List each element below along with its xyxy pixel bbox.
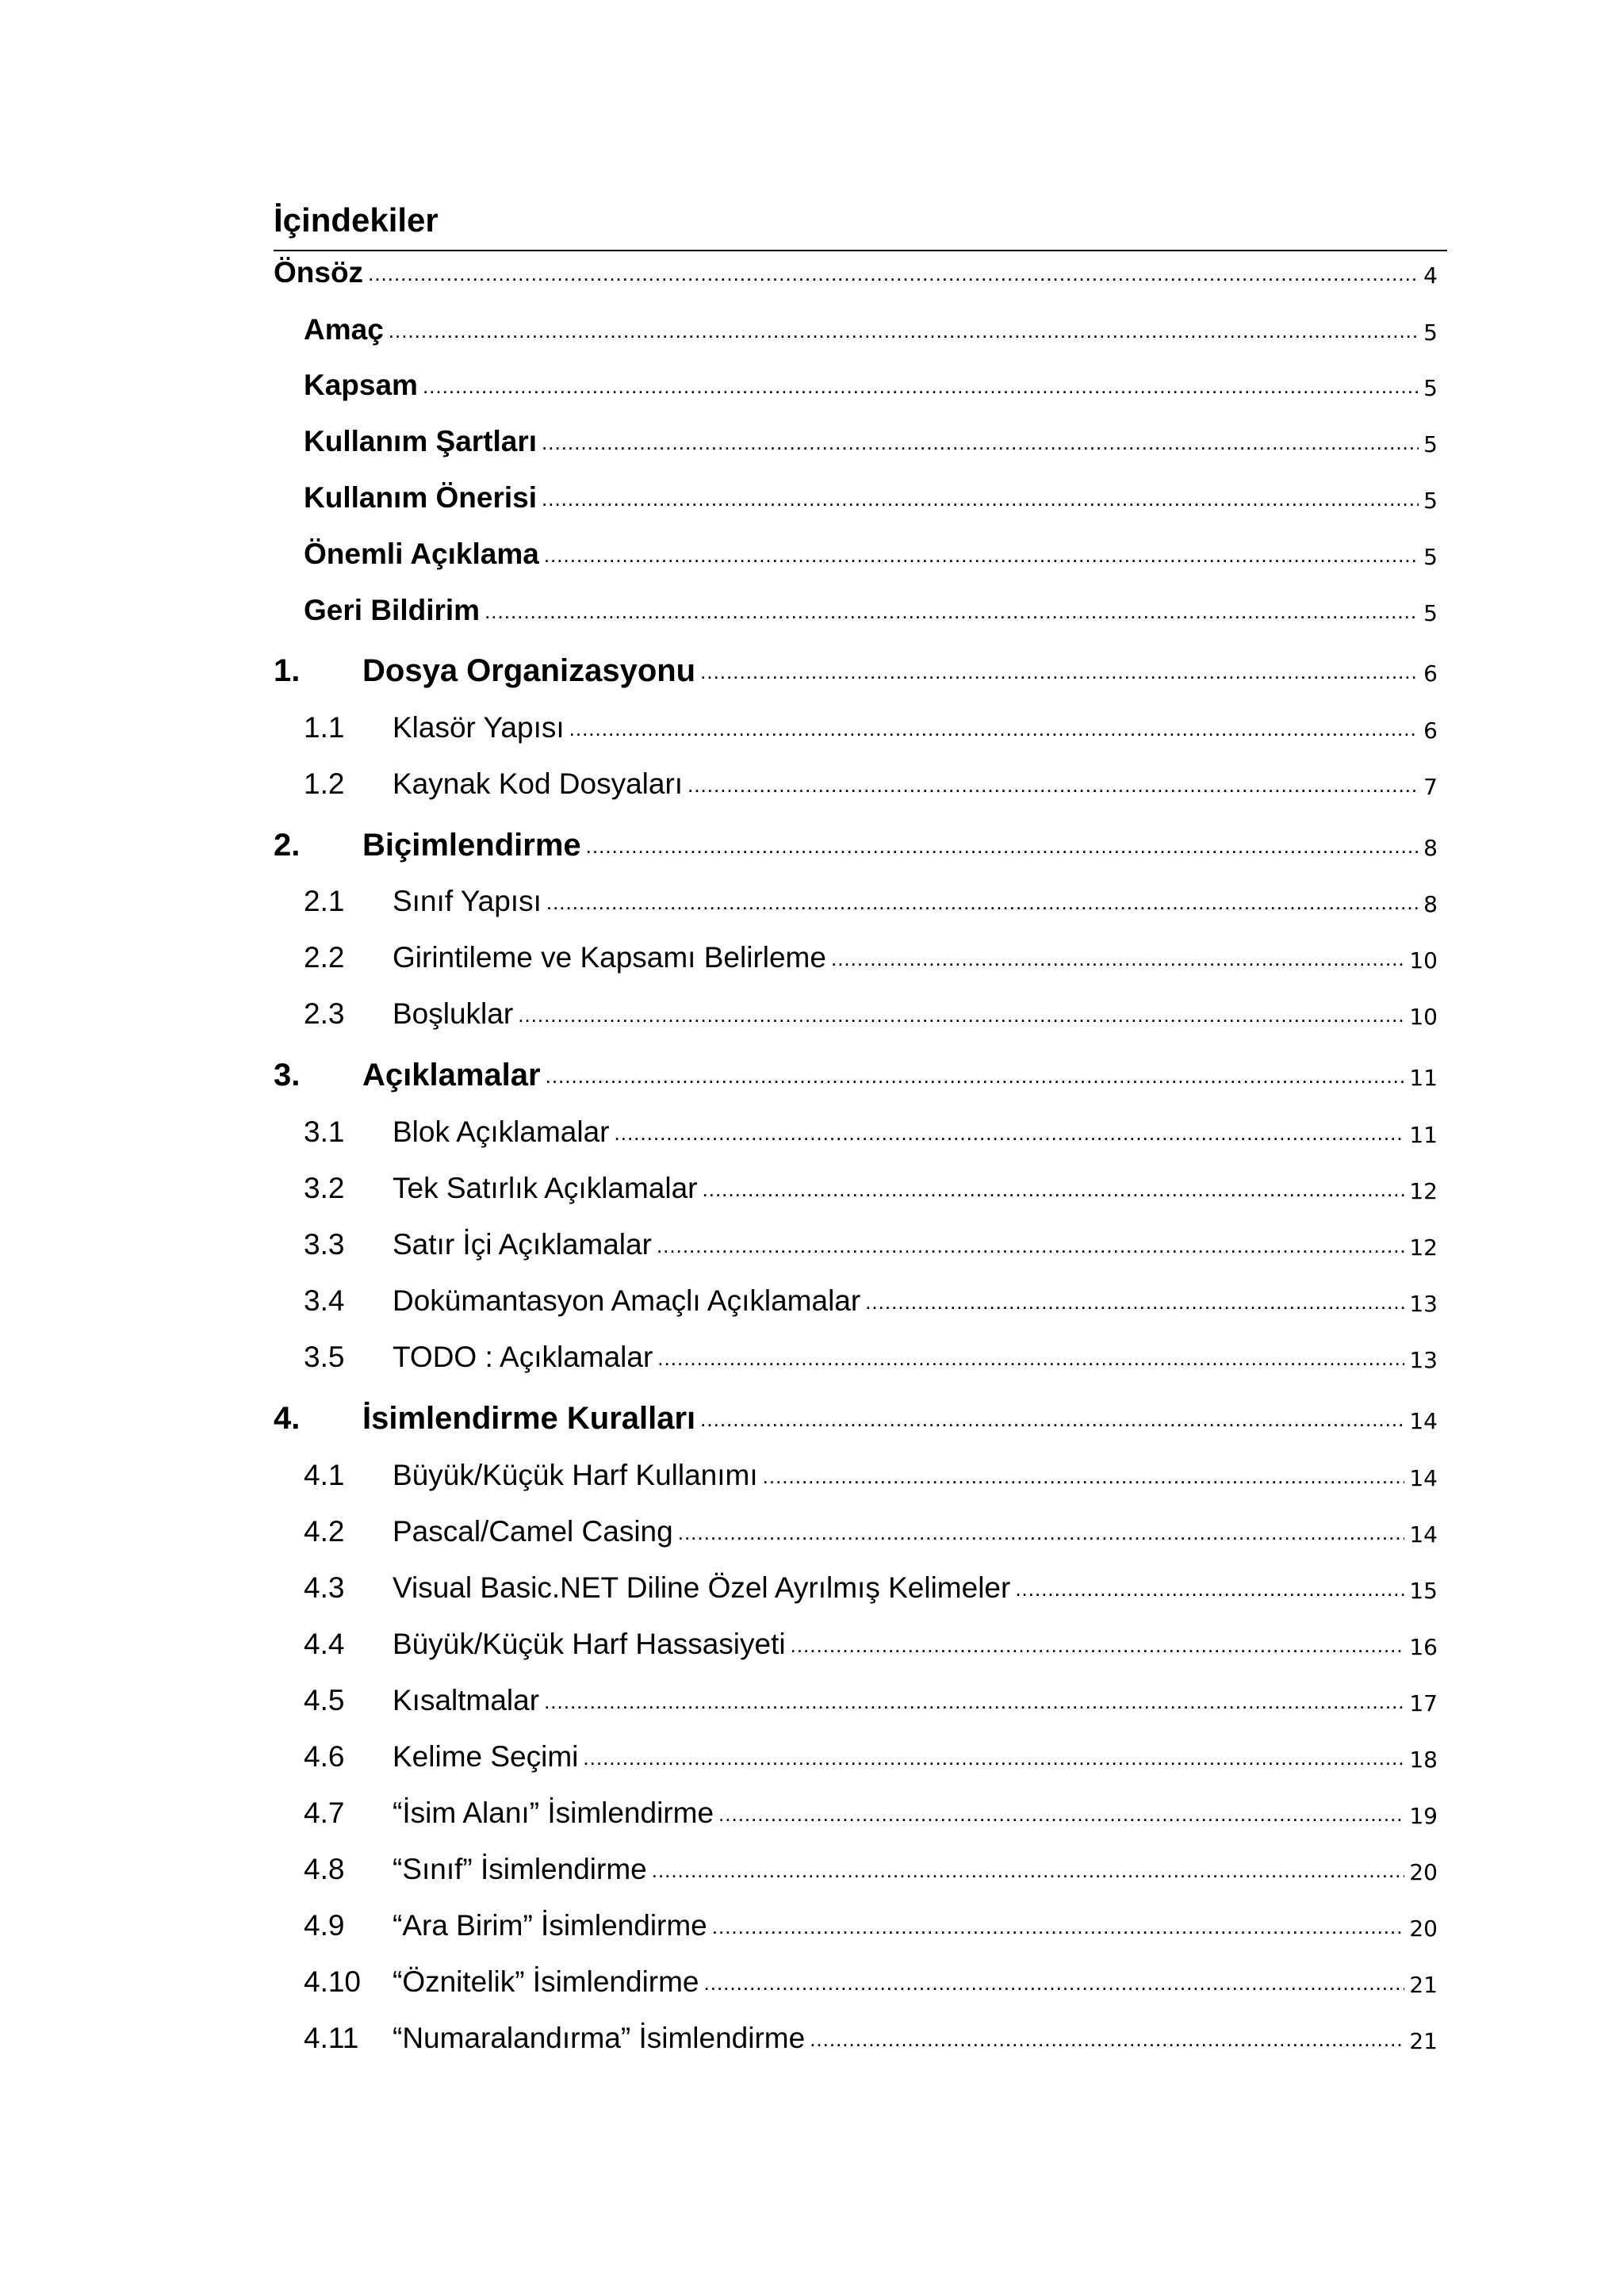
toc-entry-number: 4.8: [304, 1853, 345, 1885]
toc-entry-number: 1.: [274, 653, 301, 688]
toc-entry-number: 4.3: [304, 1571, 345, 1604]
dot-leader: [518, 1001, 1404, 1028]
toc-entry-title: İsimlendirme Kuralları: [362, 1401, 696, 1436]
toc-entry-page-number: 14: [1409, 1465, 1438, 1491]
toc-entry-number: 2.3: [304, 997, 345, 1030]
dot-leader: [763, 1463, 1405, 1490]
dot-leader: [546, 1062, 1405, 1089]
toc-entry[interactable]: [274, 825, 1438, 864]
toc-entry-page-number: 21: [1409, 1972, 1438, 1998]
toc-entry-title: Önemli Açıklama: [304, 538, 539, 570]
dot-leader: [583, 1744, 1404, 1771]
toc-entry-page-number: 8: [1423, 835, 1438, 861]
toc-entry[interactable]: [274, 1398, 1438, 1437]
toc-entry[interactable]: [304, 1280, 1438, 1320]
toc-entry-page-number: 11: [1409, 1065, 1438, 1091]
toc-entry-page-number: 15: [1409, 1578, 1438, 1604]
dot-leader: [688, 771, 1419, 798]
toc-entry[interactable]: [304, 1624, 1438, 1663]
dot-leader: [1015, 1575, 1404, 1602]
toc-entry[interactable]: [304, 421, 1438, 461]
toc-entry-page-number: 17: [1409, 1690, 1438, 1716]
toc-entry-number: 4.5: [304, 1684, 345, 1716]
dot-leader: [865, 1288, 1404, 1315]
toc-entry-page-number: 5: [1423, 488, 1438, 514]
toc-entry-number: 3.5: [304, 1341, 345, 1373]
toc-entry-title: Kapsam: [304, 369, 418, 401]
toc-entry-page-number: 10: [1409, 947, 1438, 974]
toc-entry-page-number: 13: [1409, 1291, 1438, 1317]
toc-entry[interactable]: [304, 590, 1438, 629]
toc-entry-page-number: 12: [1409, 1234, 1438, 1261]
toc-entry[interactable]: [304, 707, 1438, 747]
toc-entry-number: 3.2: [304, 1172, 345, 1204]
toc-entry-number: 4.1: [304, 1459, 345, 1491]
toc-entry-number: 3.3: [304, 1228, 345, 1261]
toc-entry-number: 2.: [274, 828, 301, 863]
toc-entry-title: Dosya Organizasyonu: [362, 653, 696, 688]
dot-leader: [586, 832, 1419, 859]
toc-entry-page-number: 16: [1409, 1634, 1438, 1660]
toc-entry-title: Geri Bildirim: [304, 594, 481, 626]
toc-entry-page-number: 7: [1423, 774, 1438, 800]
toc-entry-page-number: 6: [1423, 660, 1438, 687]
toc-entry-title: Büyük/Küçük Harf Hassasiyeti: [393, 1628, 786, 1660]
toc-entry-title: Kısaltmalar: [393, 1684, 540, 1716]
toc-entry-title: Kelime Seçimi: [393, 1740, 579, 1773]
dot-leader: [700, 658, 1419, 685]
toc-entry-number: 2.1: [304, 885, 345, 917]
dot-leader: [657, 1232, 1404, 1259]
dot-leader: [678, 1519, 1405, 1546]
toc-entry-title: “Numaralandırma” İsimlendirme: [393, 2022, 806, 2054]
dot-leader: [810, 2026, 1404, 2053]
dot-leader: [423, 373, 1419, 400]
dot-leader: [791, 1632, 1405, 1659]
dot-leader: [569, 715, 1419, 742]
toc-entry-number: 4.2: [304, 1515, 345, 1548]
toc-entry[interactable]: [304, 1849, 1438, 1888]
toc-entry-page-number: 18: [1409, 1747, 1438, 1773]
toc-entry-page-number: 14: [1409, 1408, 1438, 1434]
toc-entry-title: Açıklamalar: [362, 1058, 541, 1093]
toc-entry-page-number: 6: [1423, 718, 1438, 744]
toc-entry-number: 4.10: [304, 1965, 362, 1998]
dot-leader: [485, 598, 1419, 625]
toc-entry-number: 4.9: [304, 1909, 345, 1942]
toc-entry-number: 4.6: [304, 1740, 345, 1773]
dot-leader: [703, 1176, 1405, 1203]
toc-entry-page-number: 5: [1423, 320, 1438, 346]
toc-entry-title: Kullanım Önerisi: [304, 481, 538, 514]
toc-entry[interactable]: [304, 2018, 1438, 2057]
toc-entry[interactable]: [304, 1905, 1438, 1945]
toc-entry-page-number: 12: [1409, 1178, 1438, 1204]
toc-entry-title: Blok Açıklamalar: [393, 1115, 610, 1148]
toc-entry[interactable]: [304, 309, 1438, 349]
toc-entry[interactable]: [304, 1511, 1438, 1551]
toc-entry-title: Büyük/Küçük Harf Kullanımı: [393, 1459, 758, 1491]
toc-entry-title: Boşluklar: [393, 997, 514, 1030]
toc-entry-title: Dokümantasyon Amaçlı Açıklamalar: [393, 1284, 861, 1317]
dot-leader: [544, 541, 1419, 568]
dot-leader: [831, 945, 1404, 972]
toc-entry-page-number: 21: [1409, 2028, 1438, 2054]
toc-entry-title: “Sınıf” İsimlendirme: [393, 1853, 647, 1885]
toc-entry-number: 4.4: [304, 1628, 345, 1660]
toc-entry[interactable]: [274, 252, 1438, 292]
toc-entry-title: “Ara Birim” İsimlendirme: [393, 1909, 707, 1942]
toc-entry[interactable]: [304, 1736, 1438, 1776]
toc-entry-number: 1.1: [304, 711, 345, 744]
dot-leader: [615, 1119, 1405, 1146]
dot-leader: [652, 1857, 1405, 1884]
toc-entry-number: 4.: [274, 1401, 301, 1436]
toc-entry[interactable]: [304, 1337, 1438, 1376]
dot-leader: [389, 317, 1419, 344]
toc-entry-page-number: 4: [1423, 262, 1438, 289]
dot-leader: [700, 1406, 1404, 1433]
toc-entry-page-number: 20: [1409, 1859, 1438, 1885]
toc-entry[interactable]: [304, 1455, 1438, 1494]
toc-entry-number: 1.2: [304, 767, 345, 800]
toc-entry[interactable]: [304, 1112, 1438, 1151]
toc-entry[interactable]: [274, 1054, 1438, 1094]
toc-entry[interactable]: [304, 1961, 1438, 2001]
toc-entry-page-number: 5: [1423, 600, 1438, 626]
toc-entry-page-number: 20: [1409, 1915, 1438, 1942]
toc-entry-title: Visual Basic.NET Diline Özel Ayrılmış Kelimeler: [393, 1571, 1011, 1604]
toc-entry-page-number: 14: [1409, 1521, 1438, 1548]
toc-entry-page-number: 10: [1409, 1004, 1438, 1030]
toc-entry[interactable]: [304, 1224, 1438, 1264]
toc-entry[interactable]: [304, 1567, 1438, 1607]
toc-entry-number: 3.4: [304, 1284, 345, 1317]
toc-entry-number: 4.11: [304, 2022, 359, 2054]
toc-entry-page-number: 11: [1409, 1122, 1438, 1148]
toc-entry-page-number: 5: [1423, 544, 1438, 570]
toc-entry[interactable]: [304, 881, 1438, 920]
toc-entry[interactable]: [304, 993, 1438, 1033]
toc-entry-title: Kaynak Kod Dosyaları: [393, 767, 684, 800]
toc-heading: İçindekiler: [274, 201, 439, 239]
toc-entry[interactable]: [274, 650, 1438, 690]
toc-entry-number: 4.7: [304, 1797, 345, 1829]
dot-leader: [704, 1969, 1405, 1996]
toc-entry[interactable]: [304, 937, 1438, 977]
toc-entry-page-number: 5: [1423, 431, 1438, 457]
toc-entry[interactable]: [304, 477, 1438, 517]
dot-leader: [712, 1913, 1405, 1940]
toc-entry-title: Tek Satırlık Açıklamalar: [393, 1172, 698, 1204]
toc-entry-number: 2.2: [304, 941, 345, 974]
heading-divider: [274, 250, 1447, 251]
dot-leader: [546, 889, 1419, 916]
toc-entry-page-number: 19: [1409, 1803, 1438, 1829]
dot-leader: [718, 1800, 1404, 1827]
toc-entry-number: 3.: [274, 1058, 301, 1093]
toc-entry-title: Amaç: [304, 313, 384, 346]
toc-entry-title: Sınıf Yapısı: [393, 885, 542, 917]
toc-entry-title: Satır İçi Açıklamalar: [393, 1228, 652, 1261]
toc-entry-title: Pascal/Camel Casing: [393, 1515, 673, 1548]
dot-leader: [544, 1688, 1404, 1715]
dot-leader: [542, 429, 1419, 456]
dot-leader: [368, 260, 1419, 287]
toc-entry[interactable]: [304, 534, 1438, 573]
toc-entry[interactable]: [304, 1168, 1438, 1207]
toc-entry[interactable]: [304, 763, 1438, 803]
toc-entry-title: Kullanım Şartları: [304, 425, 538, 457]
toc-entry-title: Biçimlendirme: [362, 828, 581, 863]
toc-entry[interactable]: [304, 1793, 1438, 1832]
toc-entry-title: Klasör Yapısı: [393, 711, 565, 744]
toc-entry-page-number: 8: [1423, 891, 1438, 917]
dot-leader: [657, 1345, 1404, 1372]
toc-entry-title: “İsim Alanı” İsimlendirme: [393, 1797, 714, 1829]
toc-entry[interactable]: [304, 365, 1438, 404]
toc-entry-page-number: 13: [1409, 1347, 1438, 1373]
toc-entry[interactable]: [304, 1680, 1438, 1720]
toc-entry-title: Önsöz: [274, 256, 364, 289]
toc-entry-number: 3.1: [304, 1115, 345, 1148]
toc-entry-title: TODO : Açıklamalar: [393, 1341, 653, 1373]
toc-entry-page-number: 5: [1423, 375, 1438, 401]
dot-leader: [542, 485, 1419, 512]
toc-entry-title: Girintileme ve Kapsamı Belirleme: [393, 941, 826, 974]
toc-entry-title: “Öznitelik” İsimlendirme: [393, 1965, 699, 1998]
